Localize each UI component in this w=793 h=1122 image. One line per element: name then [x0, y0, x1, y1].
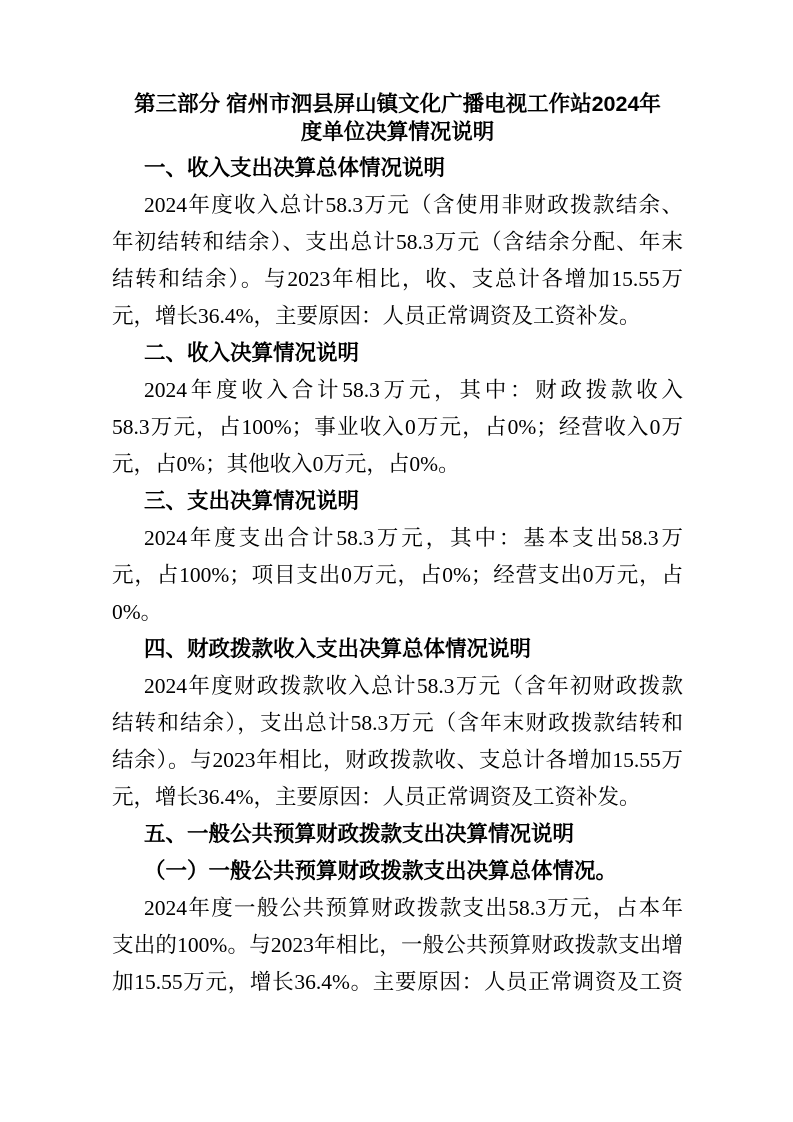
paragraph-line: 结转和结余），支出总计58.3万元（含年末财政拨款结转和 [112, 711, 683, 735]
paragraph-line: 2024年度一般公共预算财政拨款支出58.3万元，占本年 [144, 896, 683, 920]
section-heading: 三、支出决算情况说明 [144, 489, 360, 513]
paragraph [112, 668, 683, 816]
paragraph [112, 520, 683, 631]
paragraph-line: 2024年度收入总计58.3万元（含使用非财政拨款结余、 [144, 193, 683, 217]
paragraph-line: 元，增长36.4%，主要原因：人员正常调资及工资补发。 [112, 785, 641, 809]
paragraph-line: 元，占0%；其他收入0万元，占0%。 [112, 452, 460, 476]
paragraph-line: 58.3万元，占100%；事业收入0万元，占0%；经营收入0万 [112, 415, 683, 439]
paragraph-line: 元，增长36.4%，主要原因：人员正常调资及工资补发。 [112, 304, 641, 328]
paragraph [112, 187, 683, 335]
section-heading: 五、一般公共预算财政拨款支出决算情况说明 [144, 822, 575, 846]
section-heading: 四、财政拨款收入支出决算总体情况说明 [144, 637, 532, 661]
paragraph-line: 年初结转和结余）、支出总计58.3万元（含结余分配、年末 [112, 230, 683, 254]
section-heading: 二、收入决算情况说明 [144, 341, 360, 365]
page-title-line-1: 第三部分 宿州市泗县屏山镇文化广播电视工作站2024年 [134, 92, 661, 116]
page-title-line-2: 度单位决算情况说明 [300, 120, 495, 144]
document-content [112, 0, 683, 1001]
paragraph-line: 2024年度收入合计58.3万元，其中：财政拨款收入 [144, 378, 683, 402]
paragraph-line: 2024年度财政拨款收入总计58.3万元（含年初财政拨款 [144, 674, 683, 698]
paragraph-line: 支出的100%。与2023年相比，一般公共预算财政拨款支出增 [112, 933, 683, 957]
paragraph-line: 加15.55万元，增长36.4%。主要原因：人员正常调资及工资 [112, 970, 683, 994]
paragraph-line: 结余）。与2023年相比，财政拨款收、支总计各增加15.55万 [112, 748, 683, 772]
paragraph-line: 元，占100%；项目支出0万元，占0%；经营支出0万元，占 [112, 563, 683, 587]
paragraph-line: 0%。 [112, 600, 163, 624]
paragraph [112, 372, 683, 483]
page-title [112, 90, 683, 146]
document-sections [112, 150, 683, 1001]
paragraph [112, 890, 683, 1001]
section-subheading: （一）一般公共预算财政拨款支出决算总体情况。 [144, 859, 618, 883]
section-heading: 一、收入支出决算总体情况说明 [144, 156, 446, 180]
paragraph-line: 2024年度支出合计58.3万元，其中：基本支出58.3万 [144, 526, 683, 550]
paragraph-line: 结转和结余）。与2023年相比，收、支总计各增加15.55万 [112, 267, 683, 291]
